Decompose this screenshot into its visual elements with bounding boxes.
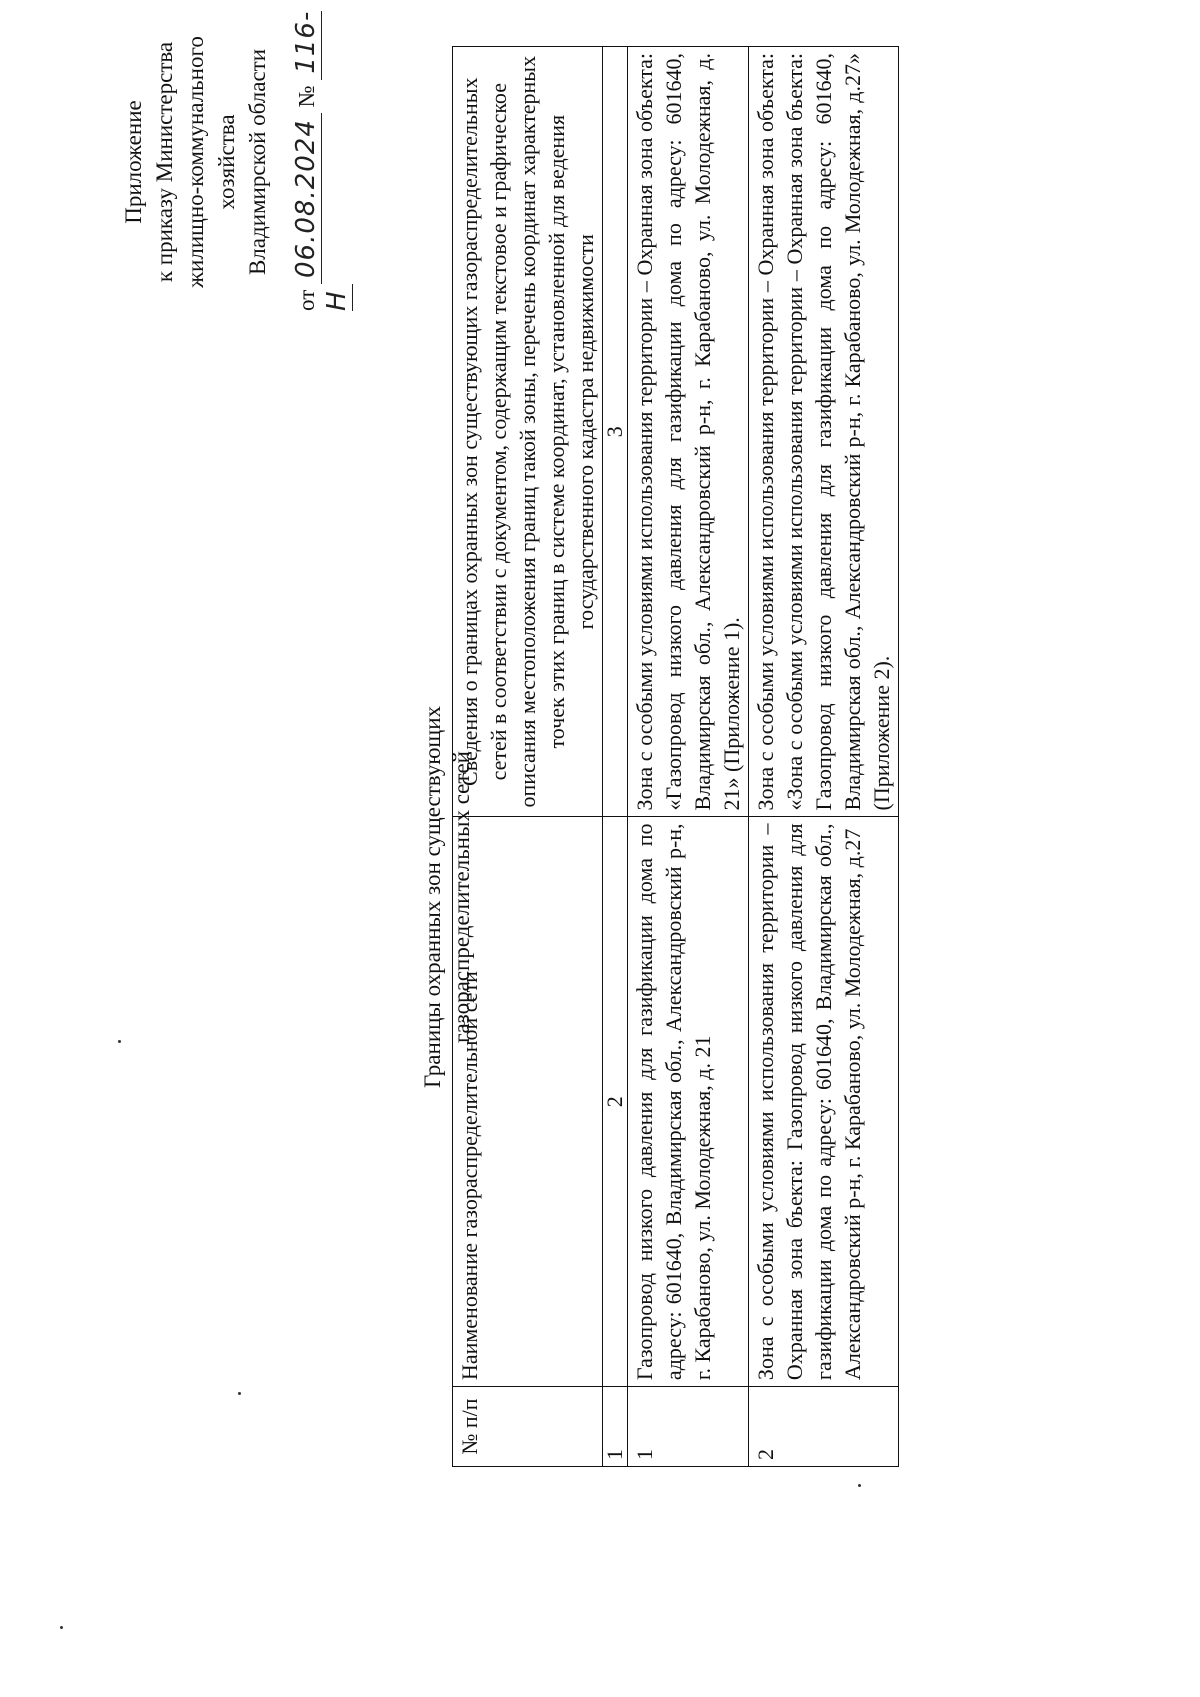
table-header-row (453, 47, 603, 1467)
zone-info: Зона с особыми условиями использования территории – Охранная зона объекта: «Газопровод низкого давления для газификации дома по адресу: 601640, Владимирская обл., Александровский р-н, г. Карабаново, ул. Молодежная, д. 21» (Приложение 1). (628, 47, 749, 817)
header-num: № п/п (453, 1387, 603, 1467)
region-name: Владимирской области (245, 48, 270, 276)
order-date-line (291, 7, 353, 317)
header-info: Сведения о границах охранных зон существующих газораспределительных сетей в соответствии с документом, содержащим текстовое и графическое описания местоположения границ такой зоны, перечень координат характерных точек этих границ в системе координат, установленной для ведения государственного кадастра недвижимости (453, 47, 603, 817)
order-reference: к приказу Министерства (152, 41, 177, 283)
zones-table (452, 46, 899, 1467)
table-row (628, 47, 749, 1467)
date-prefix: от (294, 289, 319, 311)
appendix-header (118, 7, 353, 317)
network-name: Газопровод низкого давления для газификации дома по адресу: 601640, Владимирская обл., Александровский р-н, г. Карабаново, ул. Молодежная, д. 21 (628, 817, 749, 1387)
number-sign: № (294, 85, 319, 108)
appendix-label: Приложение (121, 100, 146, 224)
scan-speck (858, 1484, 861, 1487)
column-number: 2 (603, 817, 628, 1387)
header-name: Наименование газораспределительной сети (453, 817, 603, 1387)
column-number: 3 (603, 47, 628, 817)
title-line-2: газораспределительных сетей (449, 751, 474, 1043)
column-number-row (603, 47, 628, 1467)
table-row (749, 47, 899, 1467)
zone-info: Зона с особыми условиями использования территории – Охранная зона объекта: «Зона с особыми условиями использования территории – Охранная зона бъекта: Газопровод низкого давления для газификации дома по адресу: 601640, Владимирская обл., Александровский р-н, г. Карабаново, ул. Молодежная, д.27» (Приложение 2). (749, 47, 899, 817)
network-name: Зона с особыми условиями использования территории – Охранная зона бъекта: Газопровод низкого давления для газификации дома по адресу: 601640, Владимирская обл., Александровский р-н, г. Карабаново, ул. Молодежная, д.27 (749, 817, 899, 1387)
ministry-name: жилищно-коммунального хозяйства (183, 36, 239, 288)
column-number: 1 (603, 1387, 628, 1467)
scan-speck (238, 1392, 241, 1395)
scan-speck (60, 1626, 63, 1629)
order-number: 116-Н (291, 10, 352, 311)
order-date: 06.08.2024 (291, 113, 322, 284)
scan-speck (118, 1040, 121, 1043)
title-line-1: Границы охранных зон существующих (420, 705, 445, 1089)
row-number: 1 (628, 1387, 749, 1467)
row-number: 2 (749, 1387, 899, 1467)
